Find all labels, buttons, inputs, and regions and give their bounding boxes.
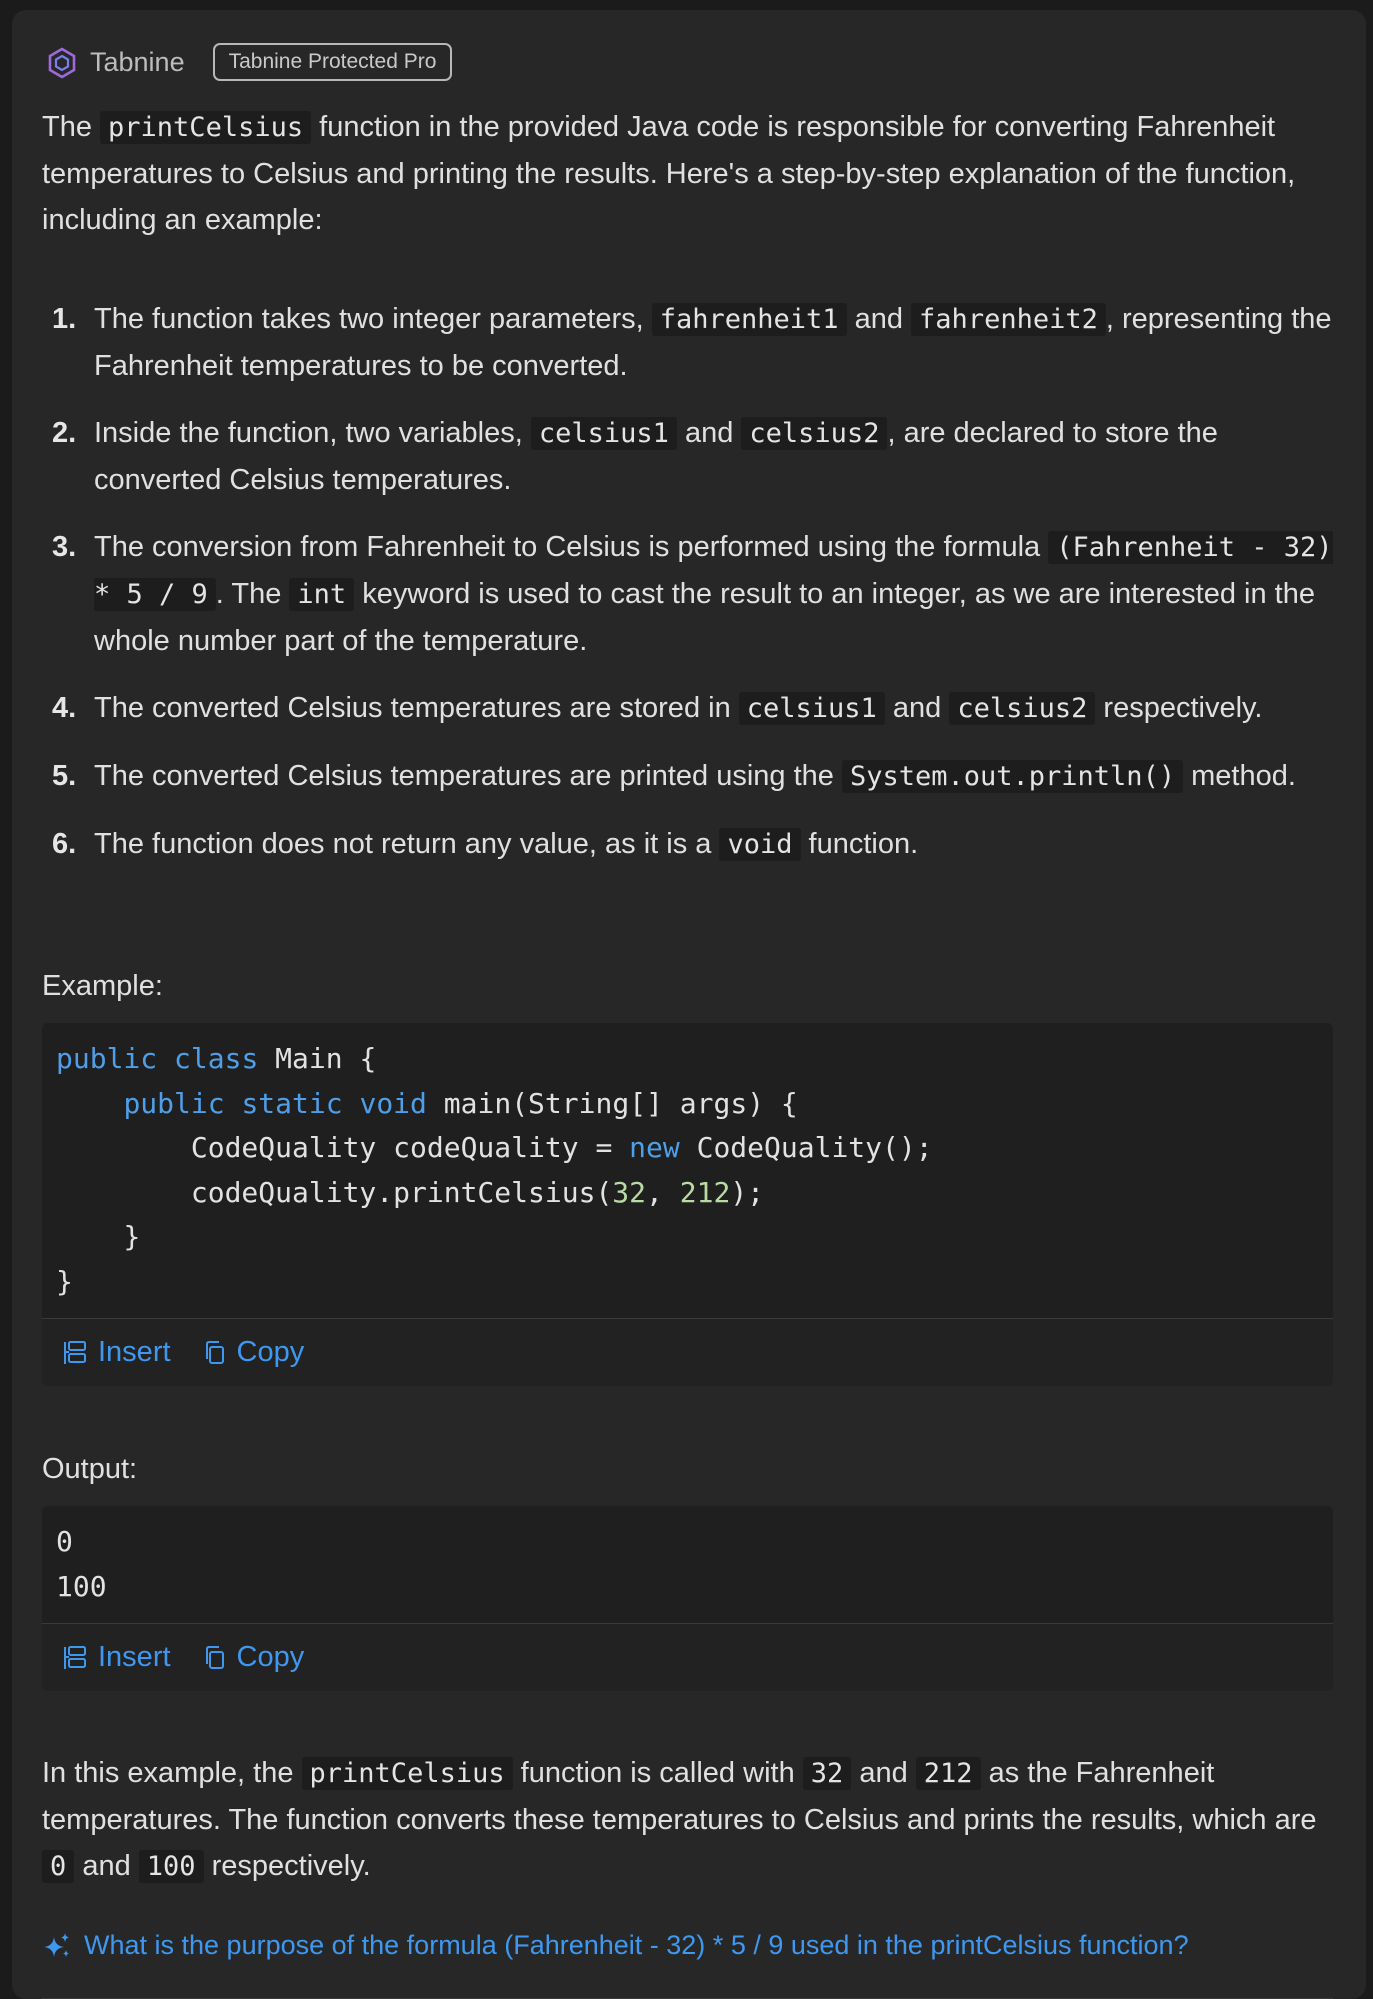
example-code-block xyxy=(42,1023,1333,1386)
list-item xyxy=(42,410,1352,503)
insert-label: Insert xyxy=(98,1336,171,1368)
inline-code: int xyxy=(289,578,354,611)
intro-paragraph xyxy=(42,104,1352,243)
inline-code: printCelsius xyxy=(100,111,311,144)
step-text: The function does not return any value, as it is a xyxy=(94,828,720,860)
output-line: 100 xyxy=(56,1569,107,1603)
code-text: , xyxy=(646,1175,680,1209)
intro-text: The xyxy=(42,111,101,143)
step-text: The converted Celsius temperatures are printed using the xyxy=(94,760,842,792)
code-keyword: class xyxy=(174,1042,259,1075)
code-actions-bar xyxy=(42,1623,1333,1691)
list-number: 3. xyxy=(52,531,77,563)
inline-code: celsius2 xyxy=(741,417,887,450)
inline-code: System.out.println() xyxy=(842,760,1183,793)
inline-code: fahrenheit1 xyxy=(652,303,847,336)
brand-name: Tabnine xyxy=(90,46,185,77)
step-text: The conversion from Fahrenheit to Celsius is performed using the formula xyxy=(94,531,1049,563)
suggested-question-link[interactable] xyxy=(42,1930,1189,1961)
copy-icon xyxy=(203,1644,227,1672)
step-text: and xyxy=(676,417,742,449)
list-item xyxy=(42,296,1352,389)
outro-paragraph xyxy=(42,1750,1352,1890)
code-content xyxy=(42,1023,1333,1318)
list-item xyxy=(42,524,1352,664)
step-text: keyword is used to cast the result to an integer, as we are interested in the whole number part of the temperature. xyxy=(94,578,1315,657)
inline-code: celsius2 xyxy=(949,692,1095,725)
code-keyword: static xyxy=(241,1086,343,1120)
copy-button[interactable] xyxy=(203,1336,305,1369)
code-text: } xyxy=(123,1220,141,1253)
list-item xyxy=(42,685,1352,732)
code-keyword: public xyxy=(56,1042,158,1075)
outro-text: as the Fahrenheit temperatures. The function converts these temperatures to Celsius and prints the results, which are xyxy=(42,1757,1317,1836)
inline-code: celsius1 xyxy=(739,692,885,725)
copy-label: Copy xyxy=(236,1336,305,1368)
code-text: } xyxy=(56,1264,73,1298)
copy-icon xyxy=(203,1339,227,1367)
list-number: 1. xyxy=(52,303,77,335)
copy-button[interactable] xyxy=(203,1641,305,1674)
insert-icon xyxy=(62,1339,88,1367)
list-item xyxy=(42,821,1352,868)
code-text: ); xyxy=(730,1175,765,1209)
plan-badge: Tabnine Protected Pro xyxy=(213,43,453,81)
list-number: 4. xyxy=(52,692,77,724)
steps-list xyxy=(42,296,1352,889)
outro-text: function is called with xyxy=(512,1757,803,1789)
output-label: Output: xyxy=(42,1453,138,1485)
chat-panel xyxy=(12,10,1366,1999)
step-text: The converted Celsius temperatures are stored in xyxy=(94,692,739,724)
intro-text: function in the provided Java code is responsible for converting Fahrenheit temperatures to Celsius and printing the results. Here's a step-by-step explanation of the function, including an example: xyxy=(42,111,1296,236)
inline-code: fahrenheit2 xyxy=(911,303,1106,336)
code-content xyxy=(42,1506,1333,1623)
list-number: 5. xyxy=(52,760,77,792)
code-text: Main { xyxy=(258,1042,377,1075)
code-text: main(String[] args) { xyxy=(426,1086,798,1120)
code-keyword: new xyxy=(629,1131,680,1164)
code-text: codeQuality.printCelsius( xyxy=(190,1175,613,1209)
outro-text: and xyxy=(851,1757,916,1789)
inline-code: (Fahrenheit - 32) * 5 / 9 xyxy=(94,532,1333,610)
list-number: 2. xyxy=(52,417,77,449)
sparkle-icon xyxy=(42,1931,72,1961)
code-text: CodeQuality(); xyxy=(679,1131,933,1164)
inline-code: 32 xyxy=(803,1757,852,1790)
code-keyword: void xyxy=(359,1086,427,1120)
output-line: 0 xyxy=(56,1525,73,1558)
code-actions-bar xyxy=(42,1318,1333,1386)
tabnine-hexagon-icon xyxy=(44,45,80,81)
insert-label: Insert xyxy=(98,1641,171,1673)
inline-code: 212 xyxy=(916,1757,981,1790)
step-text: and xyxy=(884,692,950,724)
step-text: The function takes two integer parameters, xyxy=(94,303,652,335)
step-text: method. xyxy=(1183,760,1296,792)
code-number: 32 xyxy=(612,1175,647,1209)
insert-button[interactable] xyxy=(62,1641,171,1674)
step-text: Inside the function, two variables, xyxy=(94,417,531,449)
output-code-block xyxy=(42,1506,1333,1691)
chat-header xyxy=(44,40,452,84)
insert-button[interactable] xyxy=(62,1336,171,1369)
insert-icon xyxy=(62,1644,88,1672)
step-text: and xyxy=(846,303,912,335)
outro-text: and xyxy=(74,1850,139,1882)
list-item xyxy=(42,753,1352,800)
step-text: , are declared to store the converted Celsius temperatures. xyxy=(94,417,1218,496)
code-keyword: public xyxy=(123,1086,225,1120)
inline-code: printCelsius xyxy=(302,1757,513,1790)
outro-text: respectively. xyxy=(203,1850,371,1882)
suggested-question-text: What is the purpose of the formula (Fahrenheit - 32) * 5 / 9 used in the printCelsius function? xyxy=(84,1930,1189,1960)
copy-label: Copy xyxy=(236,1641,305,1673)
step-text: function. xyxy=(800,828,919,860)
list-number: 6. xyxy=(52,828,77,860)
step-text: respectively. xyxy=(1095,692,1263,724)
inline-code: celsius1 xyxy=(531,417,677,450)
code-number: 212 xyxy=(679,1175,731,1209)
example-label: Example: xyxy=(42,970,163,1002)
step-text: , representing the Fahrenheit temperatures to be converted. xyxy=(94,303,1332,382)
step-text: . The xyxy=(215,578,290,610)
inline-code: 0 xyxy=(42,1850,74,1883)
outro-text: In this example, the xyxy=(42,1757,302,1789)
inline-code: void xyxy=(719,828,800,861)
code-text: CodeQuality codeQuality = xyxy=(190,1131,630,1164)
inline-code: 100 xyxy=(139,1850,204,1883)
